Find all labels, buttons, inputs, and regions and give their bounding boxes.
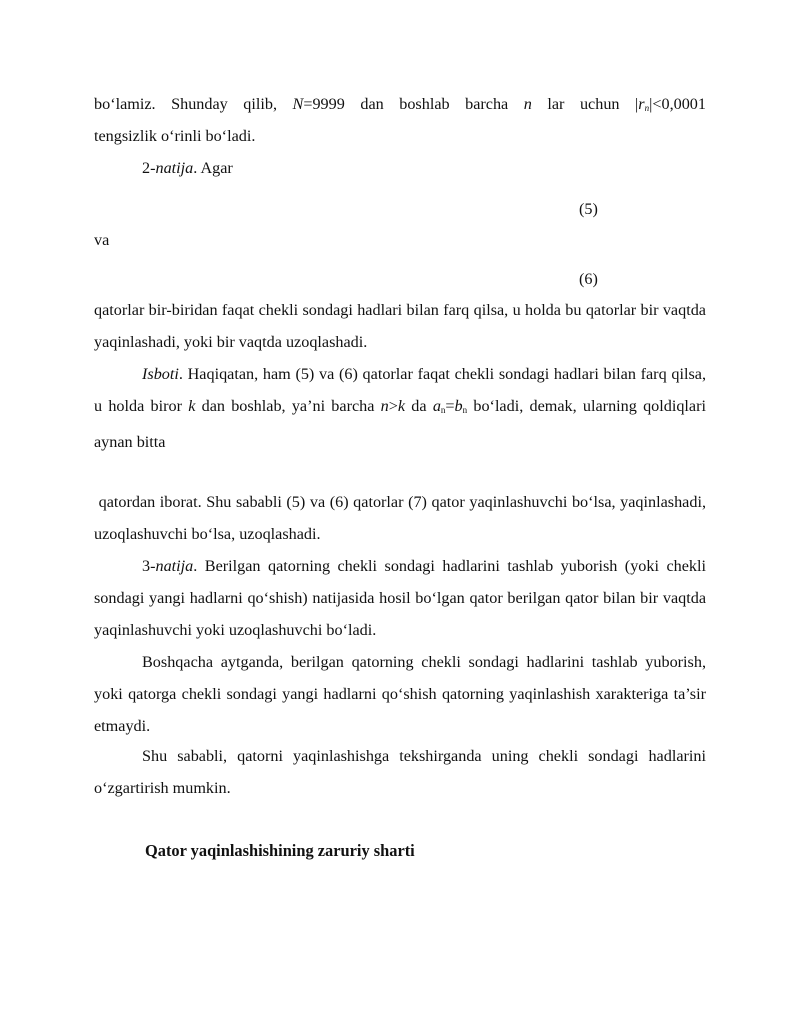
section-heading: Qator yaqinlashishining zaruriy sharti xyxy=(145,841,415,860)
paragraph-therefore: Shu sababli, qatorni yaqinlashishga tekshirganda uning chekli sondagi hadlarini o‘zgartirish mumkin. xyxy=(94,747,706,797)
equation-number-6: (6) xyxy=(579,270,598,288)
conjunction-va: va xyxy=(94,231,110,249)
paragraph-proof-conclusion: qatordan iborat. Shu sababli (5) va (6) qatorlar (7) qator yaqinlashuvchi bo‘lsa, yaqinlashadi, uzoqlashuvchi bo‘lsa, uzoqlashadi. xyxy=(94,493,711,543)
paragraph-1-line-1: bo‘lamiz. Shunday qilib, N=9999 dan boshlab barcha n lar uchun $|r_n|<0,0001$ xyxy=(94,95,706,113)
equation-number-5: (5) xyxy=(579,200,598,218)
corollary-2-intro: 2-natija. Agar xyxy=(142,159,233,177)
paragraph-corollary-3: 3-natija. Berilgan qatorning chekli sondagi hadlarini tashlab yuborish (yoki chekli sondagi yangi hadlarni qo‘shish) natijasida hosil bo‘lgan qator berilgan qator bilan bir vaqtda yaqinlashuvchi yoki uzoqlashuvchi bo‘ladi. xyxy=(94,557,706,639)
paragraph-corollary-2-statement: qatorlar bir-biridan faqat chekli sondagi hadlari bilan farq qilsa, u holda bu qatorlar bir vaqtda yaqinlashadi, yoki bir vaqtda uzoqlashadi. xyxy=(94,301,706,351)
paragraph-1-line-2: tengsizlik o‘rinli bo‘ladi. xyxy=(94,127,256,145)
paragraph-proof: Isboti. Haqiqatan, ham (5) va (6) qatorlar faqat chekli sondagi hadlari bilan farq qilsa, u holda biror k dan boshlab, ya’ni barcha n>k da $a_n=b_n$ bo‘ladi, demak, ularning qoldiqlari aynan bitta xyxy=(94,365,707,451)
paragraph-in-other-words: Boshqacha aytganda, berilgan qatorning chekli sondagi hadlarini tashlab yuborish, yoki qatorga chekli sondagi yangi hadlarni qo‘shish qatorning yaqinlashish xarakteriga ta’sir etmaydi. xyxy=(94,653,706,735)
